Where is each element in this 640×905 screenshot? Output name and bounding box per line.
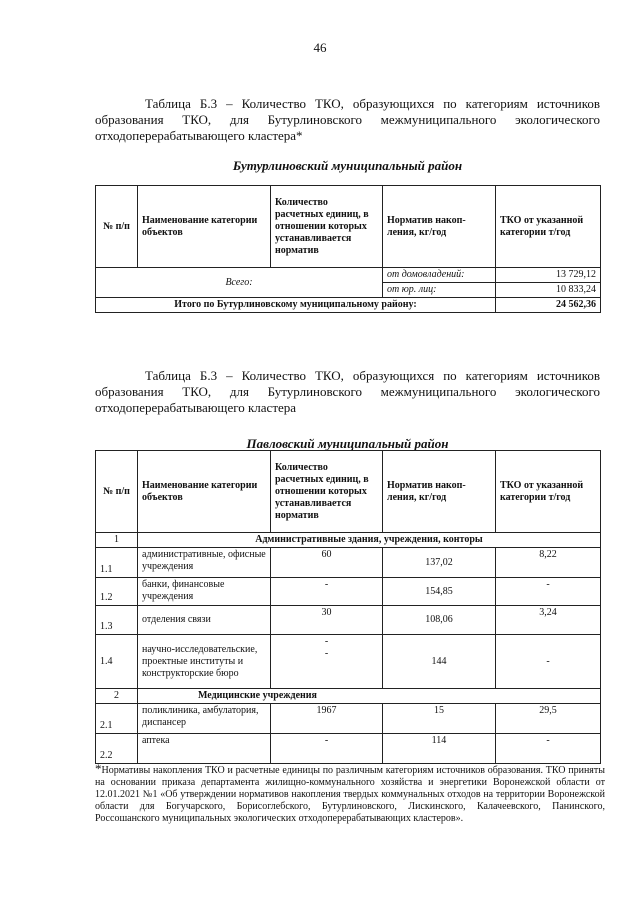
row-name: банки, финансовые учреждения — [138, 578, 271, 606]
header-norm: Норматив накоп-ления, кг/год — [383, 186, 496, 268]
legal-entities-value: 10 833,24 — [496, 283, 601, 298]
row-tko: - — [496, 635, 601, 689]
table-row — [96, 635, 601, 689]
row-num: 2.1 — [96, 704, 138, 734]
row-tko: 3,24 — [496, 606, 601, 635]
row-units: 60 — [271, 548, 383, 578]
row-norm: 144 — [383, 635, 496, 689]
grand-total-value: 24 562,36 — [496, 298, 601, 313]
row-tko: 8,22 — [496, 548, 601, 578]
grand-total-label: Итого по Бутурлиновскому муниципальному району: — [96, 298, 496, 313]
header-units: Количество расчетных единиц, в отношении которых устанавливается норматив — [271, 186, 383, 268]
footnote — [95, 763, 605, 825]
table-row — [96, 578, 601, 606]
row-norm: 15 — [383, 704, 496, 734]
table-row — [96, 606, 601, 635]
header-name: Наименование категории объектов — [138, 451, 271, 533]
page-number: 46 — [313, 40, 327, 55]
row-num: 1.1 — [96, 548, 138, 578]
header-num: № п/п — [96, 451, 138, 533]
table-2-caption: Таблица Б.3 – Количество ТКО, образующихся по категориям источников образования ТКО, для Бутурлиновского межмуниципального экологического отходоперерабатывающего кластера — [95, 368, 600, 415]
row-num: 1.3 — [96, 606, 138, 635]
header-name: Наименование категории объектов — [138, 186, 271, 268]
table-header-row — [96, 186, 601, 268]
row-units: 1967 — [271, 704, 383, 734]
row-num: 1.2 — [96, 578, 138, 606]
table-1-district-title: Бутурлиновский муниципальный район — [232, 158, 463, 173]
row-norm: 154,85 — [383, 578, 496, 606]
table-2 — [95, 450, 601, 764]
row-units: - — [271, 578, 383, 606]
header-norm: Норматив накоп-ления, кг/год — [383, 451, 496, 533]
section-num: 2 — [96, 689, 138, 704]
section-row — [96, 689, 601, 704]
table-2-district-title: Павловский муниципальный район — [246, 436, 449, 451]
header-num: № п/п — [96, 186, 138, 268]
header-tko: ТКО от указанной категории т/год — [496, 451, 601, 533]
row-tko: - — [496, 734, 601, 764]
section-row — [96, 533, 601, 548]
row-num: 2.2 — [96, 734, 138, 764]
table-row — [96, 734, 601, 764]
row-name: аптека — [138, 734, 271, 764]
table-row — [96, 704, 601, 734]
header-units: Количество расчетных единиц, в отношении которых устанавливается норматив — [271, 451, 383, 533]
table-row — [96, 548, 601, 578]
section-title: Административные здания, учреждения, конторы — [138, 533, 601, 548]
section-num: 1 — [96, 533, 138, 548]
row-tko: - — [496, 578, 601, 606]
row-norm: 137,02 — [383, 548, 496, 578]
table-row — [96, 298, 601, 313]
row-units: - - — [271, 635, 383, 689]
total-label: Всего: — [96, 268, 383, 298]
footnote-marker: * — [95, 761, 102, 776]
table-1-caption: Таблица Б.3 – Количество ТКО, образующихся по категориям источников образования ТКО, для Бутурлиновского межмуниципального экологического отходоперерабатывающего кластера* — [95, 96, 600, 143]
row-name: поликлиника, амбулатория, диспансер — [138, 704, 271, 734]
row-num: 1.4 — [96, 635, 138, 689]
households-value: 13 729,12 — [496, 268, 601, 283]
table-header-row — [96, 451, 601, 533]
row-units: - — [271, 734, 383, 764]
row-tko: 29,5 — [496, 704, 601, 734]
row-norm: 108,06 — [383, 606, 496, 635]
table-1 — [95, 185, 601, 313]
footnote-text: Нормативы накопления ТКО и расчетные единицы по различным категориям источников образования. ТКО приняты на основании приказа департамента жилищно-коммунального хозяйства и энергетики Воронежской области от 12.01.2021 №1 «Об утверждении нормативов накопления твердых коммунальных отходов на территории Воронежской области для Богучарского, Борисоглебского, Бутурлиновского, Лискинского, Калачеевского, Панинского, Россошанского муниципальных экологических отходоперерабатывающих кластеров». — [95, 765, 605, 824]
row-units: 30 — [271, 606, 383, 635]
row-name: административные, офисные учреждения — [138, 548, 271, 578]
row-name: научно-исследовательские, проектные институты и конструкторские бюро — [138, 635, 271, 689]
legal-entities-label: от юр. лиц: — [383, 283, 496, 298]
section-title: Медицинские учреждения — [138, 689, 601, 704]
table-row — [96, 268, 601, 283]
header-tko: ТКО от указанной категории т/год — [496, 186, 601, 268]
households-label: от домовладений: — [383, 268, 496, 283]
row-norm: 114 — [383, 734, 496, 764]
row-name: отделения связи — [138, 606, 271, 635]
